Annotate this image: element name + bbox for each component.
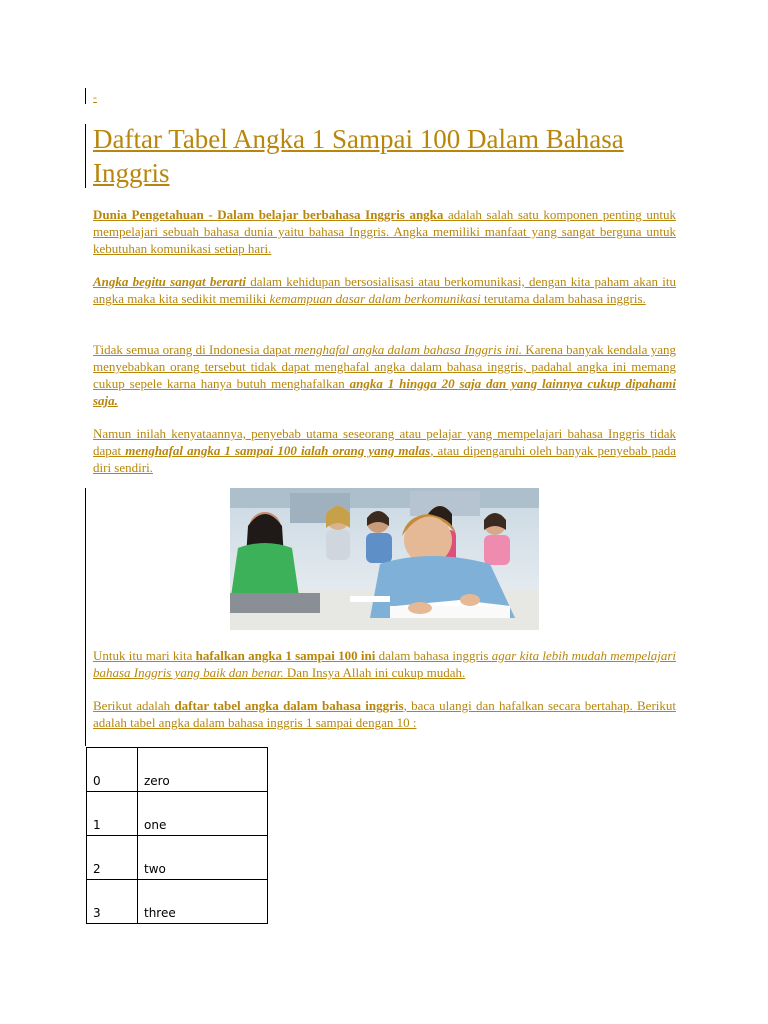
number-cell: 0 [87, 748, 138, 792]
page-title[interactable]: Daftar Tabel Angka 1 Sampai 100 Dalam Bahasa Inggris [93, 124, 624, 188]
word-cell: zero [138, 748, 268, 792]
meaning-end: terutama dalam bahasa inggris. [480, 291, 646, 306]
word-cell: three [138, 880, 268, 924]
paragraph-meaning [93, 273, 676, 307]
meaning-text: dalam kehidupan bersosialisasi atau berkomunikasi, dengan kita paham akan itu angka maka kita sedikit memiliki [93, 274, 676, 306]
reality-text-a: Namun inilah kenyataannya, penyebab utama seseorang atau pelajar yang mempelajari bahasa Inggris tidak dapat [93, 426, 676, 458]
number-cell: 3 [87, 880, 138, 924]
margin-bar [85, 124, 86, 188]
table-row [87, 836, 268, 880]
table-intro-bold: daftar tabel angka dalam bahasa inggris [174, 698, 404, 713]
table-intro-a: Berikut adalah [93, 698, 175, 713]
dash-link[interactable]: - [93, 90, 97, 104]
lets-text-a: Untuk itu mari kita [93, 648, 196, 663]
number-table [86, 747, 268, 924]
lets-text-b: dalam bahasa inggris [375, 648, 492, 663]
reality-text-b: , atau dipengaruhi oleh banyak penyebab pada diri sendiri. [93, 443, 676, 475]
students-illustration [230, 488, 539, 630]
lets-text-c: Dan Insya Allah ini cukup mudah. [283, 665, 466, 680]
table-row [87, 792, 268, 836]
paragraph-table-intro [93, 697, 676, 731]
intro-bold: Dunia Pengetahuan - Dalam belajar berbahasa Inggris angka [93, 207, 444, 222]
paragraph-reality [93, 425, 676, 476]
memorize-text-a: Tidak semua orang di Indonesia dapat [93, 342, 295, 357]
memorize-italic: menghafal angka dalam bahasa Inggris ini. [294, 342, 523, 357]
students-photo [230, 488, 539, 630]
meaning-italic: kemampuan dasar dalam berkomunikasi [269, 291, 481, 306]
number-cell: 2 [87, 836, 138, 880]
lets-italic: agar kita lebih mudah mempelajari bahasa Inggris yang baik dan benar. [93, 648, 677, 680]
paragraph-intro [93, 206, 676, 257]
memorize-bold-italic: angka 1 hingga 20 saja dan yang lainnya cukup dipahami saja. [93, 376, 677, 408]
paragraph-lets-memorize [93, 647, 676, 681]
word-cell: one [138, 792, 268, 836]
margin-bar [85, 488, 86, 746]
word-cell: two [138, 836, 268, 880]
intro-text: adalah salah satu komponen penting untuk mempelajari sebuah bahasa dunia yaitu bahasa Inggris. Angka memiliki manfaat yang sangat berguna untuk kebutuhan komunikasi setiap hari. [93, 207, 677, 256]
memorize-text-b: Karena banyak kendala yang menyebabkan orang tersebut tidak dapat menghafal angka dalam bahasa inggris, padahal angka ini memang cukup sepele karna hanya butuh menghafalkan [93, 342, 676, 391]
paragraph-memorize [93, 341, 676, 409]
reality-bold-italic: menghafal angka 1 sampai 100 ialah orang yang malas [125, 443, 431, 458]
margin-bar [85, 88, 86, 104]
lets-bold: hafalkan angka 1 sampai 100 ini [195, 648, 376, 663]
number-cell: 1 [87, 792, 138, 836]
table-row [87, 748, 268, 792]
table-row [87, 880, 268, 924]
meaning-bold-italic: Angka begitu sangat berarti [93, 274, 246, 289]
table-intro-b: , baca ulangi dan hafalkan secara bertahap. Berikut adalah tabel angka dalam bahasa inggris 1 sampai dengan 10 : [93, 698, 676, 730]
